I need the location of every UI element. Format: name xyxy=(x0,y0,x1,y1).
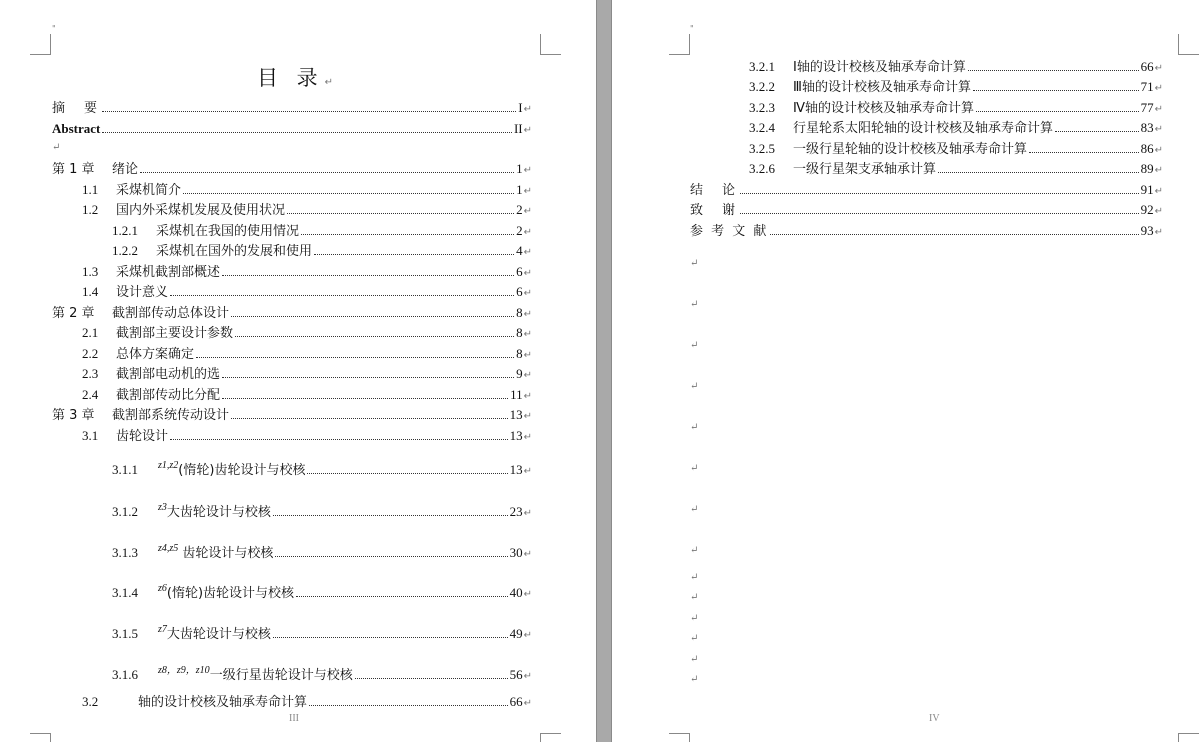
dot-leader xyxy=(273,515,508,516)
toc-entry[interactable] xyxy=(82,427,532,446)
gear-symbol: z7 xyxy=(158,624,167,635)
toc-text: (惰轮)齿轮设计与校核 xyxy=(178,463,306,478)
toc-number: 1.3 xyxy=(82,264,99,279)
dot-leader xyxy=(196,357,514,358)
paragraph-mark: ↵ xyxy=(690,340,699,351)
page-folio: III xyxy=(289,713,299,724)
paragraph-mark: ↵ xyxy=(523,589,532,600)
dot-leader xyxy=(231,316,514,317)
paragraph-mark: ↵ xyxy=(523,698,532,709)
toc-page-number: 8 xyxy=(516,346,523,361)
toc-number: 3.1.4 xyxy=(112,585,138,600)
page-iii xyxy=(0,0,596,742)
toc-entry[interactable] xyxy=(82,201,532,220)
dot-leader xyxy=(275,556,507,557)
toc-entry[interactable] xyxy=(749,58,1163,77)
toc-page-number: I xyxy=(518,100,523,115)
crop-mark xyxy=(30,34,51,55)
paragraph-mark: ↵ xyxy=(523,186,532,197)
toc-title-text: 目 录 xyxy=(256,66,324,90)
toc-entry[interactable] xyxy=(112,242,532,261)
toc-entry[interactable] xyxy=(82,263,532,282)
toc-heading: Abstract xyxy=(52,121,101,136)
paragraph-mark: ↵ xyxy=(690,504,699,515)
paragraph-mark: ↵ xyxy=(690,463,699,474)
dot-leader xyxy=(102,111,516,112)
paragraph-mark: ↵ xyxy=(523,125,532,136)
toc-entry[interactable] xyxy=(112,461,532,480)
toc-page-number: 49 xyxy=(509,626,523,641)
dot-leader xyxy=(301,234,514,235)
paragraph-mark: ↵ xyxy=(1154,83,1163,94)
paragraph-mark: ↵ xyxy=(523,411,532,422)
toc-text: 一级行星齿轮设计与校核 xyxy=(209,668,353,683)
gear-symbol: z8，z9，z10 xyxy=(158,665,210,676)
toc-number: 3.2.3 xyxy=(749,100,775,115)
toc-number: 3.2.4 xyxy=(749,120,775,135)
dot-leader xyxy=(222,377,514,378)
toc-entry[interactable] xyxy=(690,181,1163,200)
paragraph-mark: ↵ xyxy=(1154,124,1163,135)
paragraph-mark: ↵ xyxy=(1154,206,1163,217)
toc-number: 2.4 xyxy=(82,387,99,402)
dot-leader xyxy=(170,295,514,296)
dot-leader xyxy=(1029,152,1139,153)
toc-text: Ⅳ轴的设计校核及轴承寿命计算 xyxy=(793,101,974,116)
toc-number: 3.2 xyxy=(82,694,99,709)
toc-number: 1.1 xyxy=(82,182,99,197)
toc-text: 绪论 xyxy=(112,162,139,177)
paragraph-mark: ↵ xyxy=(523,432,532,443)
gear-symbol: z1,z2 xyxy=(158,460,179,471)
toc-number: 3.2.5 xyxy=(749,141,775,156)
toc-number: 1.2 xyxy=(82,202,99,217)
toc-page-number: 1 xyxy=(516,182,523,197)
dot-leader xyxy=(307,473,507,474)
toc-number: 第 2 章 xyxy=(52,306,95,321)
toc-entry[interactable] xyxy=(82,693,532,712)
page-folio: IV xyxy=(929,713,940,724)
toc-number: 2.2 xyxy=(82,346,99,361)
toc-number: 3.1.2 xyxy=(112,504,138,519)
toc-heading: 结 论 xyxy=(690,183,739,198)
paragraph-mark: ↵ xyxy=(523,630,532,641)
toc-number: 1.2.1 xyxy=(112,223,138,238)
toc-entry[interactable] xyxy=(52,99,532,118)
paragraph-mark: ↵ xyxy=(523,206,532,217)
paragraph-mark: ↵ xyxy=(523,391,532,402)
toc-entry[interactable] xyxy=(749,99,1163,118)
toc-number: 3.1.6 xyxy=(112,667,138,682)
dot-leader xyxy=(222,275,514,276)
dot-leader xyxy=(273,637,508,638)
toc-text: 截割部传动比分配 xyxy=(116,388,221,403)
toc-entry[interactable] xyxy=(82,365,532,384)
paragraph-mark: ↵ xyxy=(324,77,340,88)
dot-leader xyxy=(140,172,514,173)
toc-number: 2.3 xyxy=(82,366,99,381)
dot-leader xyxy=(309,705,508,706)
dot-leader xyxy=(1055,131,1139,132)
crop-mark xyxy=(1178,34,1199,55)
paragraph-mark: ↵ xyxy=(1154,186,1163,197)
dot-leader xyxy=(973,90,1139,91)
dot-leader xyxy=(296,596,508,597)
toc-number: 3.1 xyxy=(82,428,99,443)
paragraph-mark: ↵ xyxy=(523,104,532,115)
toc-entry[interactable] xyxy=(749,140,1163,159)
toc-text: 截割部传动总体设计 xyxy=(112,306,230,321)
toc-entry[interactable] xyxy=(82,386,532,405)
toc-text: 采煤机截割部概述 xyxy=(116,265,221,280)
toc-page-number: 11 xyxy=(510,387,523,402)
paragraph-mark: ↵ xyxy=(523,268,532,279)
paragraph-mark: ↵ xyxy=(690,258,699,269)
paragraph-mark: ↵ xyxy=(523,288,532,299)
gear-symbol: z4,z5 xyxy=(158,543,179,554)
dot-leader xyxy=(231,418,508,419)
dot-leader xyxy=(938,172,1139,173)
toc-page-number: 77 xyxy=(1140,100,1154,115)
crop-mark xyxy=(669,34,690,55)
dot-leader xyxy=(235,336,514,337)
toc-entry[interactable] xyxy=(82,324,532,343)
paragraph-mark: ↵ xyxy=(1154,104,1163,115)
toc-text: 采煤机在国外的发展和使用 xyxy=(156,244,313,259)
toc-text: 截割部主要设计参数 xyxy=(116,326,234,341)
paragraph-mark: ↵ xyxy=(523,671,532,682)
toc-number: 3.2.6 xyxy=(749,161,775,176)
toc-text: 行星轮系太阳轮轴的设计校核及轴承寿命计算 xyxy=(793,121,1054,136)
paragraph-mark: ↵ xyxy=(690,299,699,310)
toc-number: 第 3 章 xyxy=(52,408,95,423)
toc-text: Ⅲ轴的设计校核及轴承寿命计算 xyxy=(793,80,971,95)
toc-number: 1.4 xyxy=(82,284,99,299)
toc-entry[interactable] xyxy=(112,584,532,603)
crop-mark xyxy=(540,34,561,55)
paragraph-mark: ↵ xyxy=(690,422,699,433)
dot-leader xyxy=(740,193,1139,194)
toc-page-number: 89 xyxy=(1140,161,1154,176)
toc-entry[interactable] xyxy=(82,345,532,364)
toc-number: 3.2.1 xyxy=(749,59,775,74)
paragraph-mark: ↵ xyxy=(690,545,699,556)
toc-page-number: 66 xyxy=(1140,59,1154,74)
toc-number: 1.2.2 xyxy=(112,243,138,258)
paragraph-mark: ↵ xyxy=(690,572,699,583)
toc-entry[interactable] xyxy=(112,222,532,241)
toc-entry[interactable] xyxy=(82,283,532,302)
paragraph-mark: ↵ xyxy=(1154,165,1163,176)
toc-text: 齿轮设计 xyxy=(116,429,169,444)
toc-page-number: II xyxy=(513,121,523,136)
toc-entry[interactable] xyxy=(690,222,1163,241)
toc-page-number: 9 xyxy=(516,366,523,381)
toc-entry[interactable] xyxy=(52,160,532,179)
crop-mark xyxy=(30,733,51,742)
paragraph-mark: ↵ xyxy=(1154,63,1163,74)
anchor-mark: " xyxy=(52,24,56,33)
toc-text: Ⅰ轴的设计校核及轴承寿命计算 xyxy=(793,60,966,75)
dot-leader xyxy=(287,213,514,214)
paragraph-mark: ↵ xyxy=(690,592,699,603)
toc-entry[interactable] xyxy=(112,666,532,685)
toc-entry[interactable] xyxy=(52,120,532,139)
page-gutter xyxy=(596,0,612,742)
paragraph-mark: ↵ xyxy=(523,329,532,340)
toc-text: 齿轮设计与校核 xyxy=(178,546,274,561)
toc-entry[interactable] xyxy=(112,503,532,522)
paragraph-mark: ↵ xyxy=(1154,227,1163,238)
toc-page-number: 92 xyxy=(1140,202,1154,217)
toc-heading: 参 考 文 献 xyxy=(690,224,769,239)
toc-text: 一级行星轮轴的设计校核及轴承寿命计算 xyxy=(793,142,1028,157)
toc-page-number: 1 xyxy=(516,161,523,176)
toc-entry[interactable] xyxy=(749,78,1163,97)
toc-text: 截割部电动机的选 xyxy=(116,367,221,382)
toc-entry[interactable] xyxy=(52,406,532,425)
paragraph-mark: ↵ xyxy=(523,165,532,176)
paragraph-mark: ↵ xyxy=(690,674,699,685)
toc-number: 3.1.1 xyxy=(112,462,138,477)
anchor-mark: " xyxy=(690,24,694,33)
toc-text: (惰轮)齿轮设计与校核 xyxy=(166,586,295,601)
paragraph-mark: ↵ xyxy=(523,247,532,258)
paragraph-mark: ↵ xyxy=(523,309,532,320)
dot-leader xyxy=(740,213,1139,214)
toc-entry[interactable] xyxy=(749,160,1163,179)
toc-entry[interactable] xyxy=(82,181,532,200)
toc-page-number: 86 xyxy=(1140,141,1154,156)
toc-page-number: 56 xyxy=(509,667,523,682)
toc-text: 采煤机在我国的使用情况 xyxy=(156,224,300,239)
paragraph-mark: ↵ xyxy=(523,370,532,381)
toc-text: 大齿轮设计与校核 xyxy=(166,627,271,642)
toc-page-number: 93 xyxy=(1140,223,1154,238)
toc-page-number: 83 xyxy=(1140,120,1154,135)
toc-number: 3.1.3 xyxy=(112,545,138,560)
toc-text: 国内外采煤机发展及使用状况 xyxy=(116,203,286,218)
toc-page-number: 8 xyxy=(516,325,523,340)
toc-entry[interactable] xyxy=(52,304,532,323)
toc-page-number: 6 xyxy=(516,264,523,279)
toc-number: 3.1.5 xyxy=(112,626,138,641)
gear-symbol: z3 xyxy=(158,502,167,513)
toc-page-number: 6 xyxy=(516,284,523,299)
toc-heading: 致 谢 xyxy=(690,203,739,218)
paragraph-mark: ↵ xyxy=(523,350,532,361)
toc-text: 大齿轮设计与校核 xyxy=(166,505,271,520)
toc-page-number: 71 xyxy=(1140,79,1154,94)
toc-page-number: 8 xyxy=(516,305,523,320)
toc-text: 总体方案确定 xyxy=(116,347,195,362)
toc-page-number: 4 xyxy=(516,243,523,258)
dot-leader xyxy=(170,439,508,440)
paragraph-mark: ↵ xyxy=(690,633,699,644)
paragraph-mark: ↵ xyxy=(1154,145,1163,156)
toc-page-number: 2 xyxy=(516,223,523,238)
toc-text: 截割部系统传动设计 xyxy=(112,408,230,423)
toc-title xyxy=(0,62,596,92)
dot-leader xyxy=(102,132,512,133)
toc-page-number: 66 xyxy=(509,694,523,709)
toc-page-number: 40 xyxy=(509,585,523,600)
toc-page-number: 23 xyxy=(509,504,523,519)
dot-leader xyxy=(770,234,1138,235)
paragraph-mark: ↵ xyxy=(690,381,699,392)
toc-number: 2.1 xyxy=(82,325,99,340)
dot-leader xyxy=(976,111,1139,112)
dot-leader xyxy=(314,254,514,255)
toc-text: 设计意义 xyxy=(116,285,169,300)
paragraph-mark: ↵ xyxy=(52,142,61,153)
dot-leader xyxy=(968,70,1139,71)
paragraph-mark: ↵ xyxy=(523,508,532,519)
dot-leader xyxy=(183,193,514,194)
toc-entry[interactable] xyxy=(690,201,1163,220)
crop-mark xyxy=(669,733,690,742)
crop-mark xyxy=(1178,733,1199,742)
paragraph-mark: ↵ xyxy=(523,227,532,238)
toc-page-number: 30 xyxy=(509,545,523,560)
paragraph-mark: ↵ xyxy=(523,466,532,477)
paragraph-mark: ↵ xyxy=(690,654,699,665)
toc-text: 一级行星架支承轴承计算 xyxy=(793,162,937,177)
page-iv xyxy=(612,0,1204,742)
toc-entry[interactable] xyxy=(112,625,532,644)
crop-mark xyxy=(540,733,561,742)
gear-symbol: z6 xyxy=(158,583,167,594)
toc-number: 3.2.2 xyxy=(749,79,775,94)
toc-page-number: 2 xyxy=(516,202,523,217)
paragraph-mark: ↵ xyxy=(690,613,699,624)
paragraph-mark: ↵ xyxy=(523,549,532,560)
toc-page-number: 91 xyxy=(1140,182,1154,197)
toc-entry[interactable] xyxy=(749,119,1163,138)
toc-text: 轴的设计校核及轴承寿命计算 xyxy=(138,695,308,710)
toc-heading: 摘 要 xyxy=(52,101,101,116)
toc-entry[interactable] xyxy=(112,544,532,563)
toc-text: 采煤机简介 xyxy=(116,183,182,198)
toc-page-number: 13 xyxy=(509,428,523,443)
toc-page-number: 13 xyxy=(509,462,523,477)
toc-page-number: 13 xyxy=(509,407,523,422)
dot-leader xyxy=(222,398,508,399)
toc-number: 第 1 章 xyxy=(52,162,95,177)
dot-leader xyxy=(355,678,508,679)
